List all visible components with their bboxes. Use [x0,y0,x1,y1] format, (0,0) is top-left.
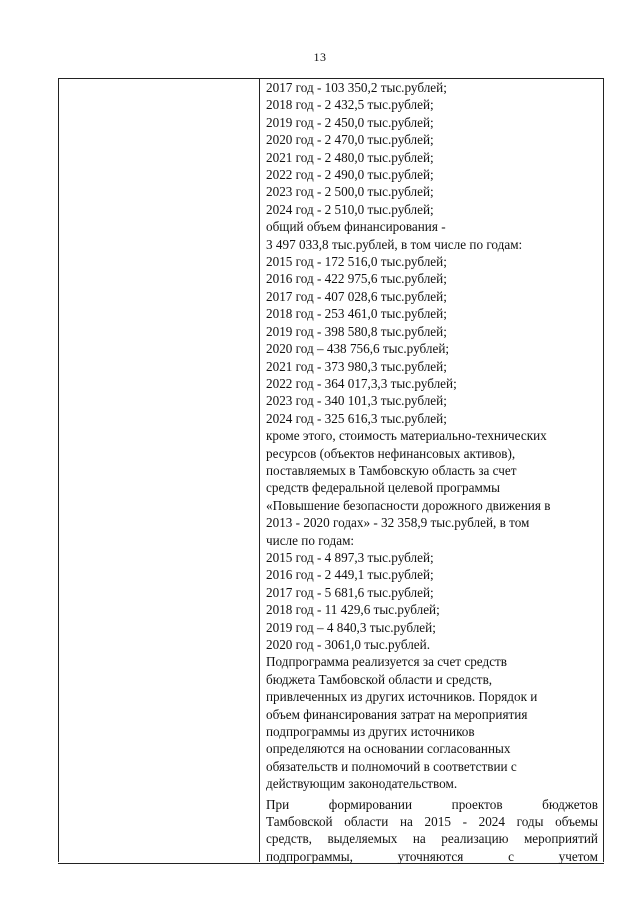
text-line: 2015 год - 172 516,0 тыс.рублей; [266,254,447,270]
text-line: Подпрограмма реализуется за счет средств [266,654,508,670]
text-line: 2016 год - 2 449,1 тыс.рублей; [266,567,434,583]
table-left-border [58,78,59,862]
text-line: 2016 год - 422 975,6 тыс.рублей; [266,271,447,287]
text-line: 2021 год - 2 480,0 тыс.рублей; [266,149,434,165]
text-line: 2021 год - 373 980,3 тыс.рублей; [266,358,447,374]
text-line: 2018 год - 2 432,5 тыс.рублей; [266,97,434,113]
text-line: 2019 год - 398 580,8 тыс.рублей; [266,323,447,339]
text-line: 2019 год – 4 840,3 тыс.рублей; [266,619,436,635]
text-line: 2022 год - 364 017,3,3 тыс.рублей; [266,375,457,391]
text-line: 2018 год - 11 429,6 тыс.рублей; [266,602,440,618]
text-line: 2017 год - 407 028,6 тыс.рублей; [266,288,447,304]
text-line: 2020 год - 2 470,0 тыс.рублей; [266,132,434,148]
text-line: 2023 год - 340 101,3 тыс.рублей; [266,393,447,409]
text-line: 2013 - 2020 годах» - 32 358,9 тыс.рублей, в том [266,515,530,531]
text-line: привлеченных из других источников. Порядок и [266,689,538,705]
text-line: подпрограммы, уточняются с учетом [266,848,598,864]
text-line: 2018 год - 253 461,0 тыс.рублей; [266,306,447,322]
text-line: 2020 год - 3061,0 тыс.рублей. [266,637,431,652]
text-line: 2024 год - 325 616,3 тыс.рублей; [266,410,447,426]
text-line: подпрограммы из других источников [266,724,475,740]
text-line: 2022 год - 2 490,0 тыс.рублей; [266,167,434,183]
financing-text [266,79,598,793]
text-line: числе по годам: [266,532,355,548]
text-line: обязательств и полномочий в соответствии с [266,758,517,774]
financing-cell [266,79,598,865]
text-line: 2020 год – 438 756,6 тыс.рублей; [266,341,450,357]
text-line: ресурсов (объектов нефинансовых активов), [266,445,516,461]
text-line: «Повышение безопасности дорожного движения в [266,497,551,513]
text-line: средств, выделяемых на реализацию мероприятий [266,831,598,847]
text-line: действующим законодательством. [266,776,458,792]
text-line: поставляемых в Тамбовскую область за счет [266,462,517,478]
budget-paragraph [266,796,598,866]
text-line: определяются на основании согласованных [266,741,511,757]
text-line: При формировании проектов бюджетов [266,796,598,812]
text-line: общий объем финансирования - [266,219,446,235]
text-line: 2017 год - 103 350,2 тыс.рублей; [266,80,447,95]
text-line: 3 497 033,8 тыс.рублей, в том числе по годам: [266,236,523,252]
page-number: 13 [313,50,327,64]
text-line: 2023 год - 2 500,0 тыс.рублей; [266,184,434,200]
text-line: 2024 год - 2 510,0 тыс.рублей; [266,201,434,217]
text-line: 2015 год - 4 897,3 тыс.рублей; [266,549,434,565]
text-line: бюджета Тамбовской области и средств, [266,671,493,687]
text-line: кроме этого, стоимость материально-технических [266,428,547,444]
table-right-border [603,78,604,862]
text-line: Тамбовской области на 2015 - 2024 годы объемы [266,814,598,830]
text-line: объем финансирования затрат на мероприятия [266,706,528,722]
text-line: 2019 год - 2 450,0 тыс.рублей; [266,114,434,130]
table-column-divider [259,78,260,862]
text-line: средств федеральной целевой программы [266,480,501,496]
text-line: 2017 год - 5 681,6 тыс.рублей; [266,584,434,600]
